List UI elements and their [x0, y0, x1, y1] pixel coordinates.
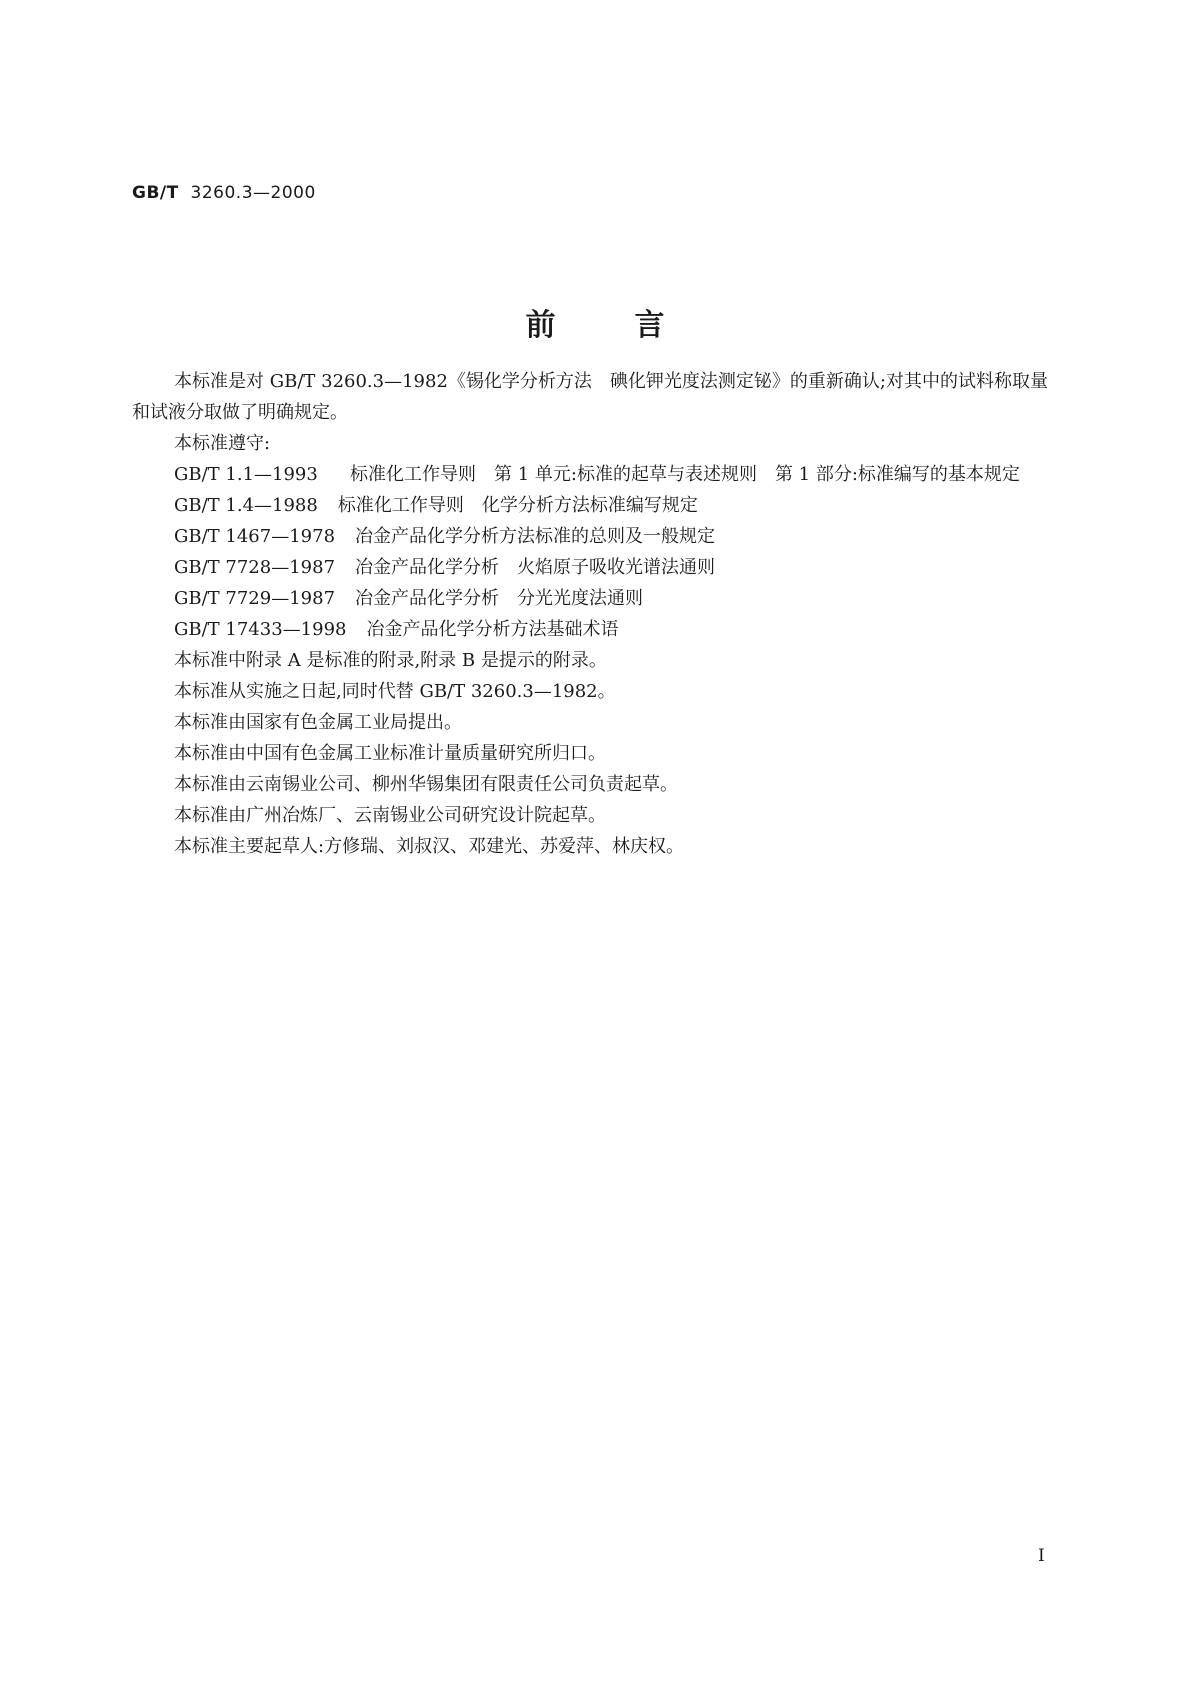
- page-title: [0, 300, 1191, 344]
- reference-item: [132, 521, 1057, 552]
- foreword-body: [132, 366, 1057, 862]
- statement-appendix: 本标准中附录 A 是标准的附录,附录 B 是提示的附录。: [174, 650, 607, 671]
- standard-code-prefix: GB/T: [132, 183, 179, 203]
- title-char-1: 前: [525, 308, 557, 343]
- statement-drafted-by: 本标准由广州冶炼厂、云南锡业公司研究设计院起草。: [174, 805, 606, 826]
- page-number: I: [1038, 1546, 1045, 1566]
- intro-paragraph: 本标准是对 GB/T 3260.3—1982《锡化学分析方法 碘化钾光度法测定铋》的重新确认;对其中的试料称取量和试液分取做了明确规定。: [132, 371, 1048, 423]
- standard-code-number: 3260.3—2000: [190, 183, 316, 203]
- reference-title: 标准化工作导则 化学分析方法标准编写规定: [337, 495, 698, 516]
- statement-replaces: 本标准从实施之日起,同时代替 GB/T 3260.3—1982。: [174, 681, 616, 702]
- reference-item: [132, 490, 1057, 521]
- statement-main-drafters: 本标准主要起草人:方修瑞、刘叔汉、邓建光、苏爱萍、林庆权。: [174, 836, 685, 857]
- reference-title: 冶金产品化学分析 分光光度法通则: [355, 588, 644, 609]
- reference-title: 标准化工作导则 第 1 单元:标准的起草与表述规则 第 1 部分:标准编写的基本规定: [350, 464, 1020, 485]
- comply-label: 本标准遵守:: [174, 433, 271, 454]
- reference-number: GB/T 1467—1978: [174, 526, 336, 547]
- reference-title: 冶金产品化学分析方法基础术语: [366, 619, 619, 640]
- reference-title: 冶金产品化学分析 火焰原子吸收光谱法通则: [355, 557, 716, 578]
- reference-title: 冶金产品化学分析方法标准的总则及一般规定: [355, 526, 716, 547]
- statement-responsible-drafter: 本标准由云南锡业公司、柳州华锡集团有限责任公司负责起草。: [174, 774, 678, 795]
- reference-item: [132, 614, 1057, 645]
- reference-number: GB/T 1.1—1993: [174, 464, 318, 485]
- reference-number: GB/T 7729—1987: [174, 588, 336, 609]
- reference-number: GB/T 17433—1998: [174, 619, 347, 640]
- standard-code-header: [132, 183, 316, 203]
- title-char-2: 言: [634, 308, 666, 343]
- reference-item: [132, 583, 1057, 614]
- statement-centralized-by: 本标准由中国有色金属工业标准计量质量研究所归口。: [174, 743, 606, 764]
- reference-item: [132, 459, 1057, 490]
- reference-number: GB/T 7728—1987: [174, 557, 336, 578]
- reference-item: [132, 552, 1057, 583]
- reference-number: GB/T 1.4—1988: [174, 495, 318, 516]
- statement-proposed-by: 本标准由国家有色金属工业局提出。: [174, 712, 462, 733]
